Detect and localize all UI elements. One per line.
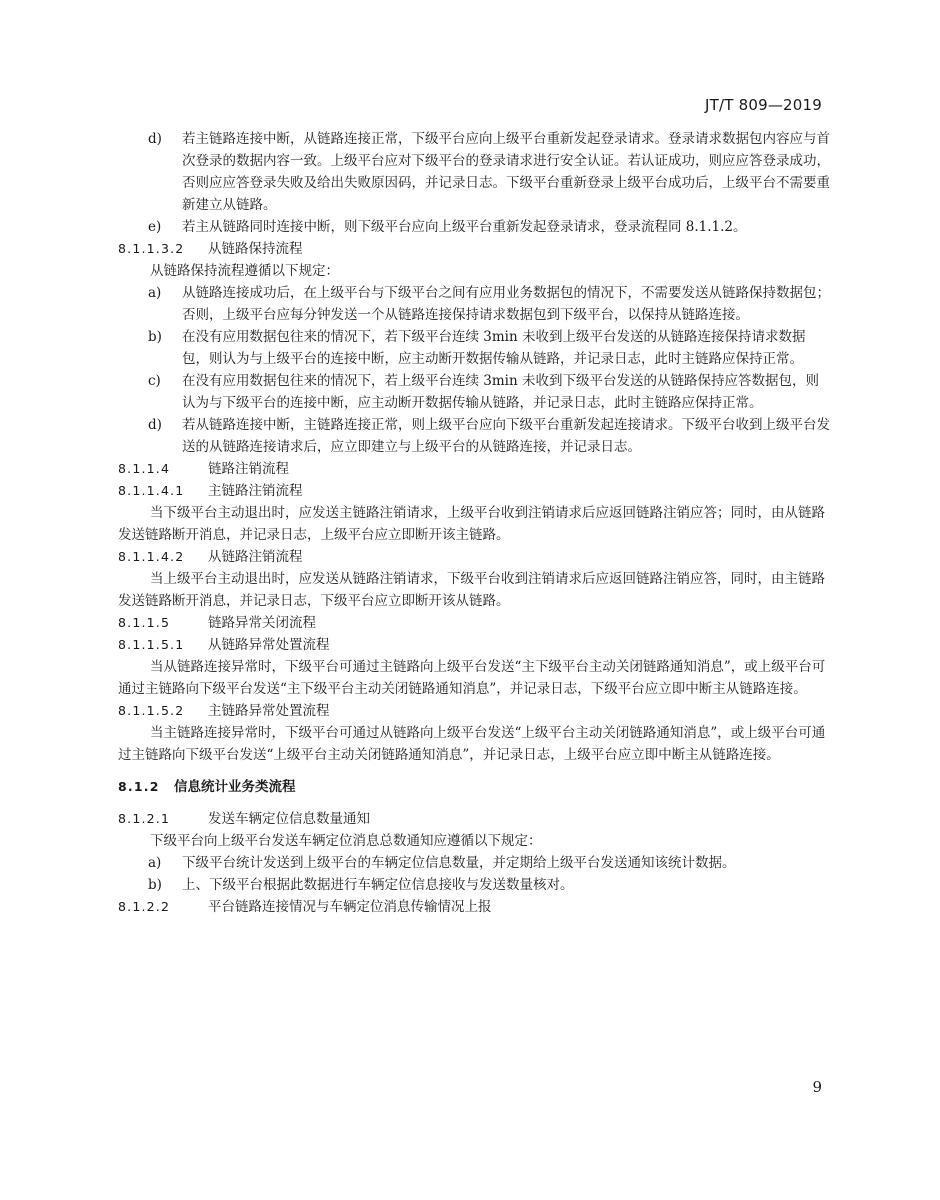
list-item-text: 上、下级平台根据此数据进行车辆定位信息接收与发送数量核对。 (182, 877, 574, 893)
list-item (118, 326, 830, 370)
section-number: 8.1.2.1 (118, 811, 171, 826)
section-heading (118, 546, 830, 568)
list-item-text: 在没有应用数据包往来的情况下，若上级平台连续 3min 未收到下级平台发送的从链路保持应答数据包，则认为与下级平台的连接中断，应主动断开数据传输从链路，并记录日志，此时主链路应保持正常。 (182, 373, 819, 411)
list-item-text: 若主从链路同时连接中断，则下级平台应向上级平台重新发起登录请求，登录流程同 8.1.1.2。 (182, 219, 747, 235)
section-number: 8.1.1.5.1 (118, 637, 185, 652)
list-item-text: 在没有应用数据包往来的情况下，若下级平台连续 3min 未收到上级平台发送的从链路连接保持请求数据包，则认为与上级平台的连接中断，应主动断开数据传输从链路，并记录日志，此时主链路应保持正常。 (182, 329, 806, 367)
section-number: 8.1.1.3.2 (118, 241, 185, 256)
list-item (118, 370, 830, 414)
section-title: 平台链路连接情况与车辆定位消息传输情况上报 (208, 899, 492, 915)
list-item (118, 282, 830, 326)
list-marker: a) (148, 855, 162, 871)
paragraph: 当上级平台主动退出时，应发送从链路注销请求，下级平台收到注销请求后应返回链路注销应答，同时，由主链路发送链路断开消息，并记录日志，下级平台应立即断开该从链路。 (118, 571, 825, 609)
section-title: 发送车辆定位信息数量通知 (208, 811, 370, 827)
section-number: 8.1.1.4.2 (118, 549, 185, 564)
section-title: 从链路保持流程 (208, 241, 303, 257)
section-title: 从链路异常处置流程 (208, 637, 330, 653)
list-item-text: 若主链路连接中断，从链路连接正常，下级平台应向上级平台重新发起登录请求。登录请求数据包内容应与首次登录的数据内容一致。上级平台应对下级平台的登录请求进行安全认证。若认证成功，则应应答登录成功，否则应应答登录失败及给出失败原因码，并记录日志。下级平台重新登录上级平台成功后，上级平台不需要重新建立从链路。 (182, 131, 830, 213)
section-number: 8.1.1.5.2 (118, 703, 185, 718)
section-number: 8.1.2 (118, 779, 160, 794)
paragraph: 当主链路连接异常时，下级平台可通过从链路向上级平台发送“上级平台主动关闭链路通知消息”，或上级平台可通过主链路向下级平台发送“上级平台主动关闭链路通知消息”，并记录日志，上级平台应立即中断主从链路连接。 (118, 725, 826, 763)
section-heading (118, 458, 830, 480)
section-title: 链路注销流程 (208, 461, 289, 477)
list-item (118, 852, 830, 874)
section-title: 主链路异常处置流程 (208, 703, 330, 719)
section-title: 主链路注销流程 (208, 483, 303, 499)
list-item-text: 从链路连接成功后，在上级平台与下级平台之间有应用业务数据包的情况下，不需要发送从链路保持数据包；否则，上级平台应每分钟发送一个从链路连接保持请求数据包到下级平台，以保持从链路连接。 (182, 285, 830, 323)
paragraph: 下级平台向上级平台发送车辆定位消息总数通知应遵循以下规定： (150, 833, 542, 849)
page-content (118, 128, 830, 918)
section-heading (118, 480, 830, 502)
list-marker: e) (148, 219, 162, 235)
section-number: 8.1.1.4 (118, 461, 171, 476)
section-heading (118, 700, 830, 722)
list-marker: b) (148, 329, 162, 345)
section-heading (118, 238, 830, 260)
section-number: 8.1.1.4.1 (118, 483, 185, 498)
section-title: 信息统计业务类流程 (174, 779, 296, 795)
paragraph: 从链路保持流程遵循以下规定： (150, 263, 339, 279)
list-item (118, 216, 830, 238)
list-marker: d) (148, 417, 162, 433)
list-item (118, 128, 830, 216)
paragraph: 当从链路连接异常时，下级平台可通过主链路向上级平台发送“主下级平台主动关闭链路通知消息”，或上级平台可通过主链路向下级平台发送“主下级平台主动关闭链路通知消息”，并记录日志，下级平台应立即中断主从链路连接。 (118, 659, 826, 697)
section-heading (118, 634, 830, 656)
list-item-text: 下级平台统计发送到上级平台的车辆定位信息数量，并定期给上级平台发送通知该统计数据。 (182, 855, 736, 871)
paragraph: 当下级平台主动退出时，应发送主链路注销请求，上级平台收到注销请求后应返回链路注销应答；同时，由从链路发送链路断开消息，并记录日志，上级平台应立即断开该主链路。 (118, 505, 825, 543)
section-heading (118, 612, 830, 634)
list-marker: a) (148, 285, 162, 301)
page-number: 9 (812, 1078, 822, 1096)
section-title: 从链路注销流程 (208, 549, 303, 565)
list-item (118, 414, 830, 458)
document-code: JT/T 809—2019 (705, 96, 822, 114)
section-title: 链路异常关闭流程 (208, 615, 316, 631)
list-marker: b) (148, 877, 162, 893)
section-heading (118, 896, 830, 918)
list-marker: d) (148, 131, 162, 147)
list-item (118, 874, 830, 896)
list-marker: c) (148, 373, 161, 389)
section-heading (118, 808, 830, 830)
list-item-text: 若从链路连接中断，主链路连接正常，则上级平台应向下级平台重新发起连接请求。下级平台收到上级平台发送的从链路连接请求后，应立即建立与上级平台的从链路连接，并记录日志。 (182, 417, 830, 455)
section-number: 8.1.2.2 (118, 899, 171, 914)
section-heading-major (118, 776, 830, 798)
section-number: 8.1.1.5 (118, 615, 171, 630)
